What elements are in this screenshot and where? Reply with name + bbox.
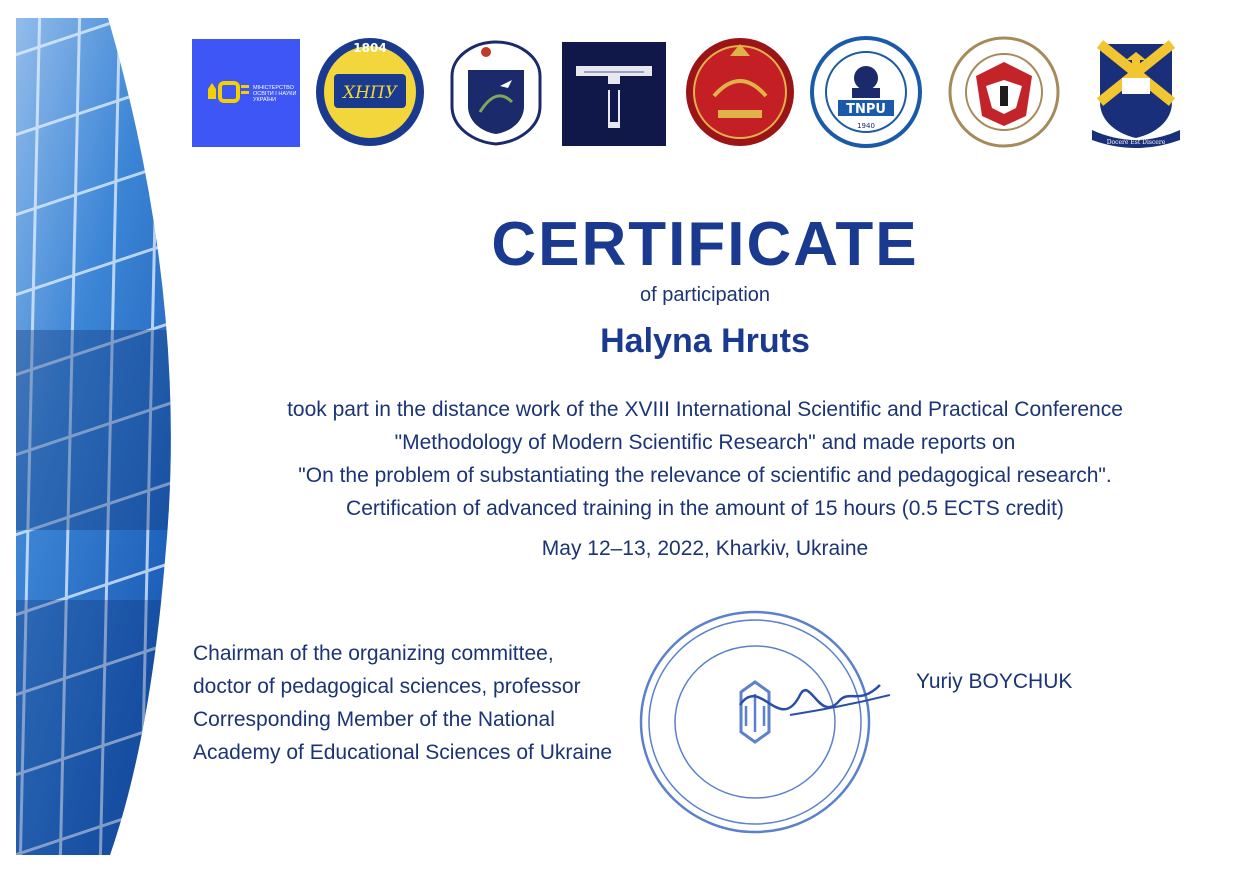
body-line: took part in the distance work of the XVIII International Scientific and Practical Conference — [287, 398, 1123, 421]
red-seal-logo — [684, 36, 796, 148]
recipient-name: Halyna Hruts — [600, 322, 810, 360]
certificate-body — [170, 393, 1240, 525]
event-date-place: May 12–13, 2022, Kharkiv, Ukraine — [541, 537, 869, 560]
svg-text:ХНПУ: ХНПУ — [342, 83, 398, 103]
kujawsko-pomorska-logo — [946, 36, 1062, 148]
body-line: "On the problem of substantiating the relevance of scientific and pedagogical research". — [298, 464, 1112, 487]
docere-est-discere-crest — [1088, 40, 1184, 148]
university-crest-logo — [440, 36, 552, 148]
tnpu-logo-text: TNPU — [846, 102, 886, 117]
crest-motto: Docere Est Discere — [1106, 139, 1166, 146]
sig-line: Corresponding Member of the National — [193, 708, 555, 731]
certificate-subtitle: of participation — [639, 284, 771, 306]
sig-line: doctor of pedagogical sciences, professor — [193, 675, 581, 698]
sig-line: Chairman of the organizing committee, — [193, 642, 554, 665]
body-line: "Methodology of Modern Scientific Research" and made reports on — [394, 431, 1016, 454]
sig-line: Academy of Educational Sciences of Ukraine — [193, 741, 613, 764]
signer-name: Yuriy BOYCHUK — [916, 670, 1073, 693]
tt-monogram-logo — [562, 42, 666, 146]
ministry-of-education-logo — [192, 39, 300, 147]
svg-text:1940: 1940 — [857, 122, 875, 130]
body-line: Certification of advanced training in the amount of 15 hours (0.5 ECTS credit) — [346, 497, 1064, 520]
ministry-logo-text: МІНІСТЕРСТВО ОСВІТИ І НАУКИ УКРАЇНИ — [253, 85, 297, 103]
chairman-signature-block — [193, 637, 612, 769]
certificate-title: CERTIFICATE — [491, 210, 919, 279]
handwritten-signature — [730, 665, 900, 745]
partner-logos — [190, 36, 1190, 152]
tnpu-logo — [808, 36, 924, 148]
hnpu-year: 1804 — [353, 41, 387, 55]
hnpu-logo — [314, 36, 426, 148]
